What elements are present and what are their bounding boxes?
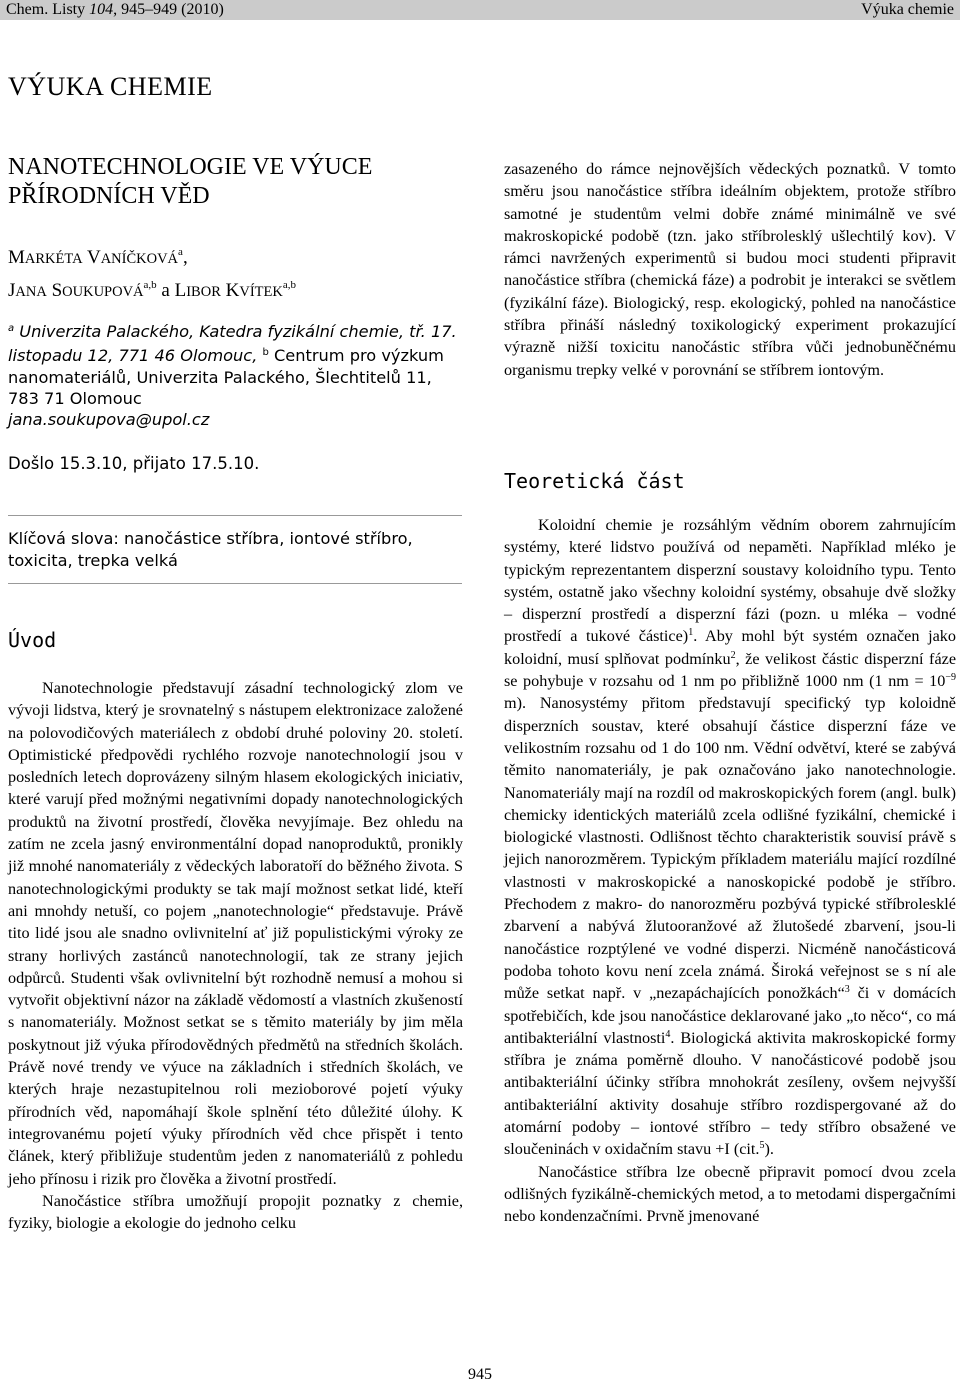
page-number: 945 <box>468 1366 492 1383</box>
author-list <box>8 239 296 305</box>
paragraph: Nanotechnologie představují zásadní technologický zlom ve vývoji lidstva, který je srovnatelný s nástupem elektronizace založené na polovodičových materiálech z období druhé poloviny 20. století. Optimistické předpovědi rychlého rozvoje nanotechnologií jsou v posledních letech doprovázeny silným hlasem ekologických iniciativ, které varují před možnými negativními dopady nanotechnologických produktů na životní prostředí, člověka nevyjímaje. Bez ohledu na zatím ne zcela jasný environmentální dopad nanoproduktů, pronikly již mnohé nanomateriály z vědeckých laboratoří do běžného života. S nanotechnologickými produkty se tak mají možnost setkat lidé, kteří ani mnohdy netuší, co pojem „nanotechnologie“ představuje. Právě tito lidé jsou ale snadno ovlivnitelní ať již populistickými výroky ze strany horlivých zastánců nanotechnologií, tak ze strany jejich odpůrců. Studenti však ovlivnitelní být rozhodně nemusí a mohou si vytvořit objektivní názor na základě vědomostí a vlastních zkušeností s nanomateriály. Možnost setkat se s těmito materiály by jim měla poskytnout již výuka přírodovědných předmětů na středních školách. Právě nové trendy ve výuce na základních i středních školách, ve kterých hraje nezastupitelnou roli mezioborové pojetí výuky přírodních věd, napomáhají škole splnění této důležité úlohy. K integrovanému pojetí výuky přírodních věd chce přispět i tento článek, který přibližuje studentům jeden z nanomateriálů z pohledu jeho přínosu i rizik pro člověka a životní prostředí. <box>8 679 463 1188</box>
header-section: Výuka chemie <box>861 1 954 18</box>
author-line-2: JANA SOUKUPOVÁ$^{a,b}$ a LIBOR KVÍTEK$^{a,b}$ <box>8 279 296 301</box>
citation-ref[interactable]: 2 <box>730 649 736 661</box>
author-email[interactable]: jana.soukupova@upol.cz <box>8 410 210 430</box>
citation-ref[interactable]: 1 <box>688 627 694 639</box>
citation-ref[interactable]: 5 <box>759 1140 765 1152</box>
body-column-right-top <box>504 158 956 381</box>
journal-citation: Chem. Listy 104, 945–949 (2010) <box>6 1 224 18</box>
divider-bottom <box>8 583 462 584</box>
affiliations: $^a$ Univerzita Palackého, Katedra fyzikální chemie, tř. 17. listopadu 12, 771 46 Olomouc, $^b$ Centrum pro výzkum nanomateriálů, Univerzita Palackého, Šlechtitelů 11, 783 71 Olomouc jana.soukupova@upol.cz <box>8 322 457 430</box>
paragraph: zasazeného do rámce nejnovějších vědeckých poznatků. V tomto směru jsou nanočástice stříbra ideálním objektem, protože stříbro samotné je studentům velmi dobře známé minimálně ve své makroskopické podobě (tzn. jako stříbrolesklý ušlechtilý kov). V rámci navržených experimentů si budou moci studenti připravit nanočástice stříbra (chemická fáze) a podrobit je interakci se světlem (fyzikální fáze). Biologický, resp. ekologický, pohled na nanočástice stříbra přináší následný toxikologický experiment prokazující výrazně nižší toxicitu nanočástic stříbra vůči jednobuněčnému organismu trepky velké v porovnání se stříbrem iontovým. <box>504 160 956 379</box>
keywords: Klíčová slova: nanočástice stříbra, iontové stříbro, toxicita, trepka velká <box>8 529 413 570</box>
author-line-1: MARKÉTA VANÍČKOVÁ$^a$, <box>8 246 188 268</box>
paragraph: Nanočástice stříbra umožňují propojit poznatky z chemie, fyziky, biologie a ekologie do jednoho celku <box>8 1191 463 1233</box>
citation-ref[interactable]: 3 <box>844 984 850 996</box>
article-title <box>8 153 372 211</box>
body-column-left <box>8 677 463 1234</box>
received-date: Došlo 15.3.10, přijato 17.5.10. <box>8 454 260 473</box>
running-header <box>0 0 960 20</box>
body-column-right <box>504 514 956 1228</box>
paragraph: Koloidní chemie je rozsáhlým vědním oborem zahrnujícím systémy, které lidstvo používá od nepaměti. Například mléko je typickým reprezentantem disperzní soustavy koloidního typu. Tento systém, ostatně jako všechny koloidní systémy, obsahuje dvě složky – disperzní prostředí a disperzní fázi (pozn. u mléka – vodné prostředí a tukové částice)$^1$. Aby mohl být systém označen jako koloidní, musí splňovat podmínku$^2$, že velikost částic disperzní fáze se pohybuje v rozsahu od 1 nm po přibližně 1000 nm (1 nm = $10^{-9}$ m). Nanosystémy přitom představují specifický typ koloidně disperzních soustav, které obsahují částice disperzní fáze ve velikostním rozsahu od 1 do 100 nm. Vědní odvětví, které se zabývá těmito nanomateriály, je pak označováno jako nanotechnologie. Nanomateriály mají na rozdíl od makroskopických forem (angl. bulk) chemicky identických materiálů zcela odlišné fyzikální, chemické i biologické vlastnosti. Odlišnost těchto charakteristik souvisí právě s jejich nanorozměrem. Typickým příkladem materiálu mající rozdílné vlastnosti v makroskopické a nanoskopické podobě je stříbro. Přechodem z makro- do nanorozměru pozbývá typické stříbrolesklé zbarvení a nabývá žlutooranžové až žlutošedé zbarvení, jsou-li nanočástice rozptýlené ve vodné disperzi. Nicméně nanočásticová podoba tohoto kovu není zcela známá. Široká veřejnost se s ní ale může setkat např. v „nezapáchajících ponožkách“$^3$ či v domácích spotřebičích, kde jsou nanočástice deklarované jako „to něco“, co má antibakteriální vlastnosti$^4$. Biologická aktivita makroskopické formy stříbra je známa poměrně dlouho. V nanočásticové podobě jsou antibakteriální účinky stříbra mnohokrát zesíleny, ovšem nejvyšší antibakteriální aktivity dosahuje stříbro rozdispergované až do atomární podoby – iontové stříbro – tedy stříbro obsažené ve sloučeninách v oxidačním stavu +I (cit.$^5$). <box>504 516 956 1159</box>
citation-ref[interactable]: 4 <box>665 1028 671 1040</box>
article-title-line-2: PŘÍRODNÍCH VĚD <box>8 183 210 209</box>
heading-intro: Úvod <box>8 628 57 652</box>
article-title-line-1: NANOTECHNOLOGIE VE VÝUCE <box>8 154 373 180</box>
divider-top <box>8 515 462 516</box>
heading-theory: Teoretická část <box>504 469 685 493</box>
section-title: VÝUKA CHEMIE <box>8 72 213 101</box>
paragraph: Nanočástice stříbra lze obecně připravit pomocí dvou zcela odlišných fyzikálně-chemických metod, a to metodami dispergačními nebo kondenzačními. Prvně jmenované <box>504 1162 956 1226</box>
